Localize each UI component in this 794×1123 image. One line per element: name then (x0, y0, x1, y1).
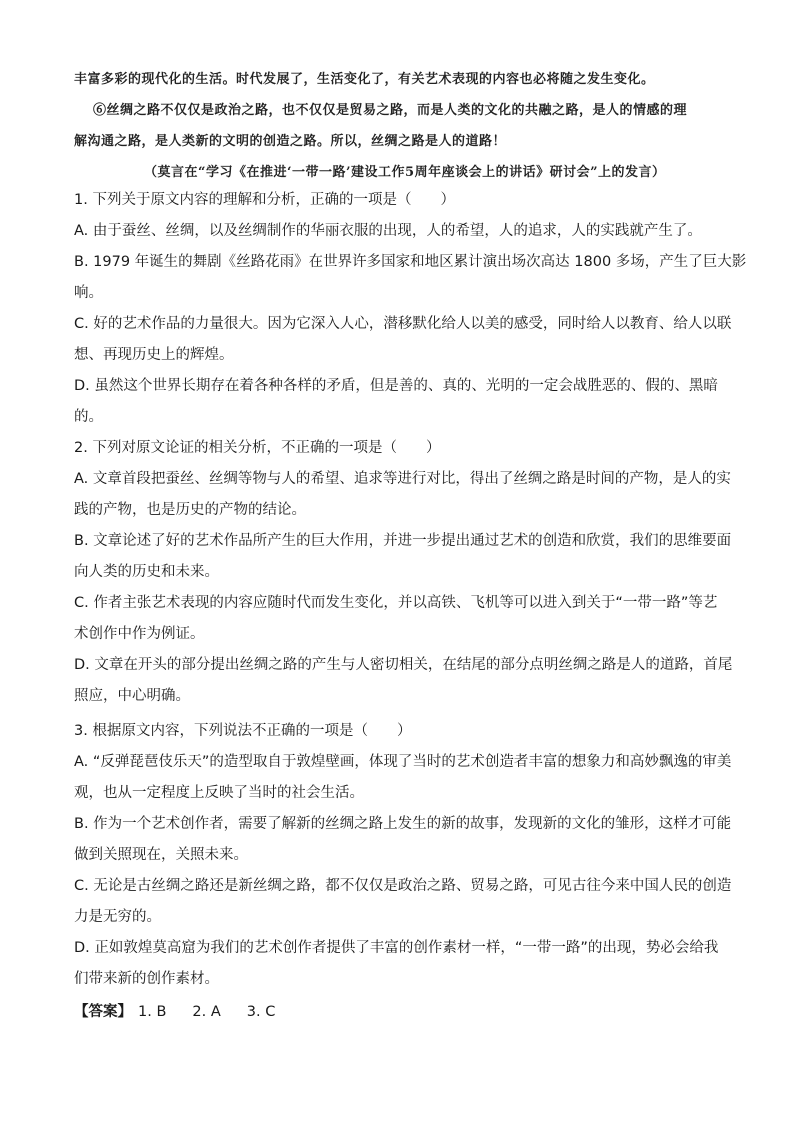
question-3-stem: 3. 根据原文内容，下列说法不正确的一项是（ ） (74, 723, 412, 739)
passage-line: ⑥丝绸之路不仅仅是政治之路，也不仅仅是贸易之路，而是人类的文化的共融之路，是人的情感的理 (93, 103, 688, 118)
passage-source: （莫言在“学习《在推进‘一带一路’建设工作5周年座谈会上的讲话》研讨会”上的发言） (144, 165, 666, 180)
question-2-option-a[interactable]: A. 文章首段把蚕丝、丝绸等物与人的希望、追求等进行对比，得出了丝绸之路是时间的产物，是人的实 践的产物，也是历史的产物的结论。 (74, 471, 731, 518)
question-1-option-c[interactable]: C. 好的艺术作品的力量很大。因为它深入人心，潜移默化给人以美的感受，同时给人以教育、给人以联 想、再现历史上的辉煌。 (74, 316, 732, 363)
question-3-option-d[interactable]: D. 正如敦煌莫高窟为我们的艺术创作者提供了丰富的创作素材一样，“一带一路”的出现，势必会给我 们带来新的创作素材。 (74, 940, 719, 987)
answer-tag: 【答案】 (74, 1004, 132, 1020)
question-2-option-b[interactable]: B. 文章论述了好的艺术作品所产生的巨大作用，并进一步提出通过艺术的创造和欣赏，我们的思维要面 向人类的历史和未来。 (74, 533, 732, 580)
question-2-option-c[interactable]: C. 作者主张艺术表现的内容应随时代而发生变化，并以高铁、飞机等可以进入到关于“一带一路”等艺 术创作中作为例证。 (74, 595, 718, 642)
question-1-stem: 1. 下列关于原文内容的理解和分析，正确的一项是（ ） (74, 192, 455, 208)
question-3-option-a[interactable]: A. “反弹琵琶伎乐天”的造型取自于敦煌壁画，体现了当时的艺术创造者丰富的想象力和高妙飘逸的审美 观，也从一定程度上反映了当时的社会生活。 (74, 754, 732, 801)
answer-item: 2. A (192, 1004, 221, 1020)
question-3-option-b[interactable]: B. 作为一个艺术创作者，需要了解新的丝绸之路上发生的新的故事，发现新的文化的雏形，这样才可能 做到关照现在，关照未来。 (74, 816, 732, 863)
answer-item: 3. C (246, 1004, 276, 1020)
question-1-option-b[interactable]: B. 1979 年诞生的舞剧《丝路花雨》在世界许多国家和地区累计演出场次高达 1800 多场，产生了巨大影 响。 (74, 254, 747, 301)
question-1-option-a[interactable]: A. 由于蚕丝、丝绸，以及丝绸制作的华丽衣服的出现，人的希望，人的追求，人的实践就产生了。 (74, 223, 702, 239)
answer-line (74, 997, 734, 1028)
question-2-stem: 2. 下列对原文论证的相关分析，不正确的一项是（ ） (74, 440, 441, 456)
question-2-option-d[interactable]: D. 文章在开头的部分提出丝绸之路的产生与人密切相关，在结尾的部分点明丝绸之路是人的道路，首尾 照应，中心明确。 (74, 657, 733, 704)
answer-item: 1. B (138, 1004, 167, 1020)
question-3-option-c[interactable]: C. 无论是古丝绸之路还是新丝绸之路，都不仅仅是政治之路、贸易之路，可见古往今来中国人民的创造 力是无穷的。 (74, 878, 732, 925)
passage-line: 丰富多彩的现代化的生活。时代发展了，生活变化了，有关艺术表现的内容也必将随之发生变化。 (74, 72, 655, 87)
passage-line: 解沟通之路，是人类新的文明的创造之路。所以，丝绸之路是人的道路！ (74, 134, 507, 149)
question-1-option-d[interactable]: D. 虽然这个世界长期存在着各种各样的矛盾，但是善的、真的、光明的一定会战胜恶的、假的、黑暗 的。 (74, 378, 718, 425)
